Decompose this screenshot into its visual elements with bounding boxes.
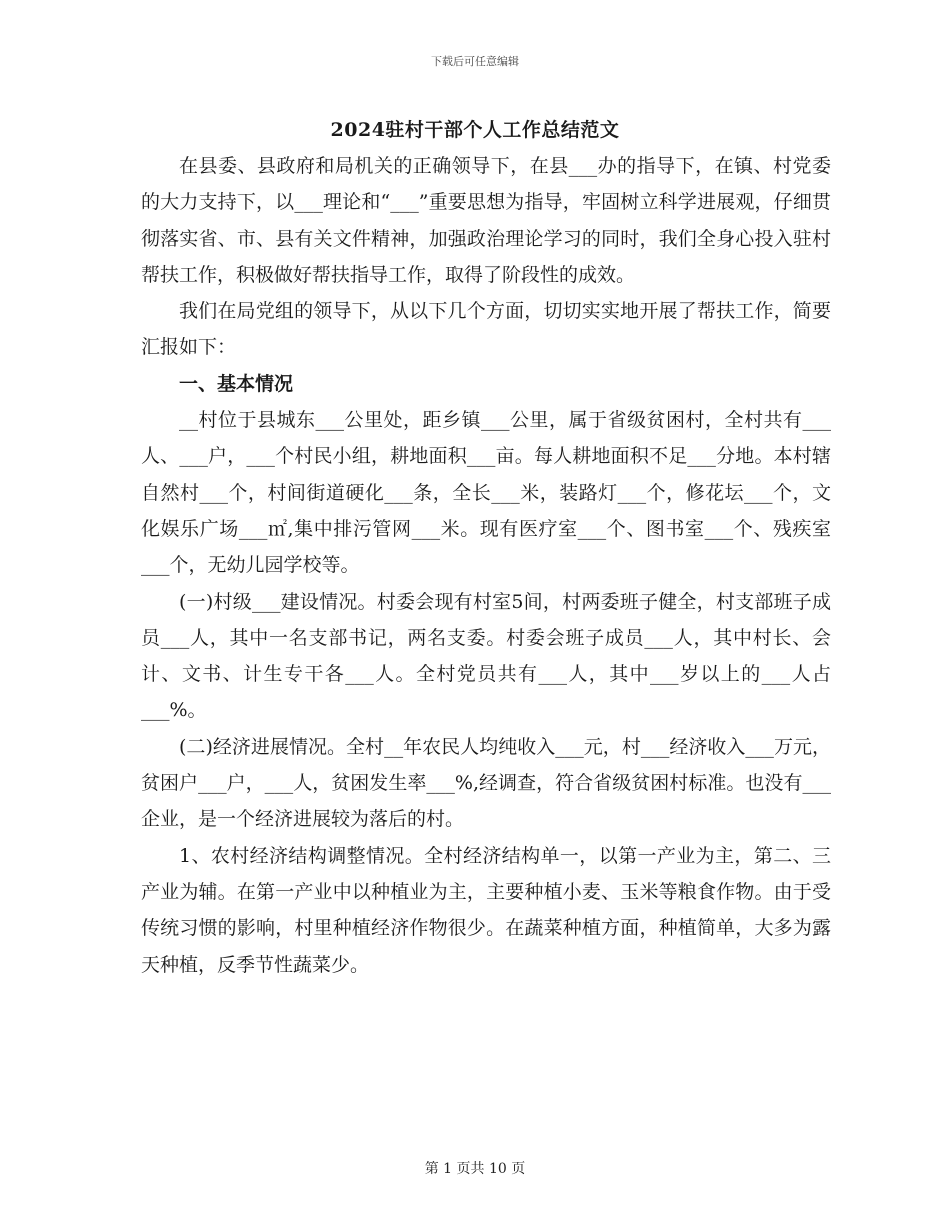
- page-title: 2024驻村干部个人工作总结范文: [330, 119, 620, 141]
- section-heading-basic-info: 一、基本情况: [179, 372, 294, 395]
- paragraph-overview: 我们在局党组的领导下，从以下几个方面，切切实实地开展了帮扶工作，简要汇报如下：: [141, 300, 831, 359]
- paragraph-economy: (二)经济进展情况。全村__年农民人均纯收入___元，村___经济收入___万元，贫困户___户，___人，贫困发生率___%,经调查，符合省级贫困村标准。也没有___企业，是一个经济进展较为落后的村。: [141, 735, 831, 831]
- page-footer: 第 1 页共 10 页: [424, 1161, 526, 1177]
- paragraph-village-info: __村位于县城东___公里处，距乡镇___公里，属于省级贫困村，全村共有___人、___户，___个村民小组，耕地面积___亩。每人耕地面积不足___分地。本村辖自然村___个，村间街道硬化___条，全长___米，装路灯___个，修花坛___个，文化娱乐广场___㎡,集中排污管网___米。现有医疗室___个、图书室___个、残疾室___个，无幼儿园学校等。: [141, 409, 831, 577]
- paragraph-economic-structure: 1、农村经济结构调整情况。全村经济结构单一，以第一产业为主，第二、三产业为辅。在第一产业中以种植业为主，主要种植小麦、玉米等粮食作物。由于受传统习惯的影响，村里种植经济作物很少。在蔬菜种植方面，种植简单，大多为露天种植，反季节性蔬菜少。: [141, 844, 831, 976]
- header-note: 下载后可任意编辑: [431, 55, 519, 68]
- paragraph-organization: (一)村级___建设情况。村委会现有村室5间，村两委班子健全，村支部班子成员___人，其中一名支部书记，两名支委。村委会班子成员___人，其中村长、会计、文书、计生专干各___人。全村党员共有___人，其中___岁以上的___人占___%。: [141, 590, 831, 722]
- paragraph-intro: 在县委、县政府和局机关的正确领导下，在县___办的指导下，在镇、村党委的大力支持下，以___理论和“___”重要思想为指导，牢固树立科学进展观，仔细贯彻落实省、市、县有关文件精神，加强政治理论学习的同时，我们全身心投入驻村帮扶工作，积极做好帮扶指导工作，取得了阶段性的成效。: [141, 155, 831, 286]
- document-body: [141, 148, 831, 983]
